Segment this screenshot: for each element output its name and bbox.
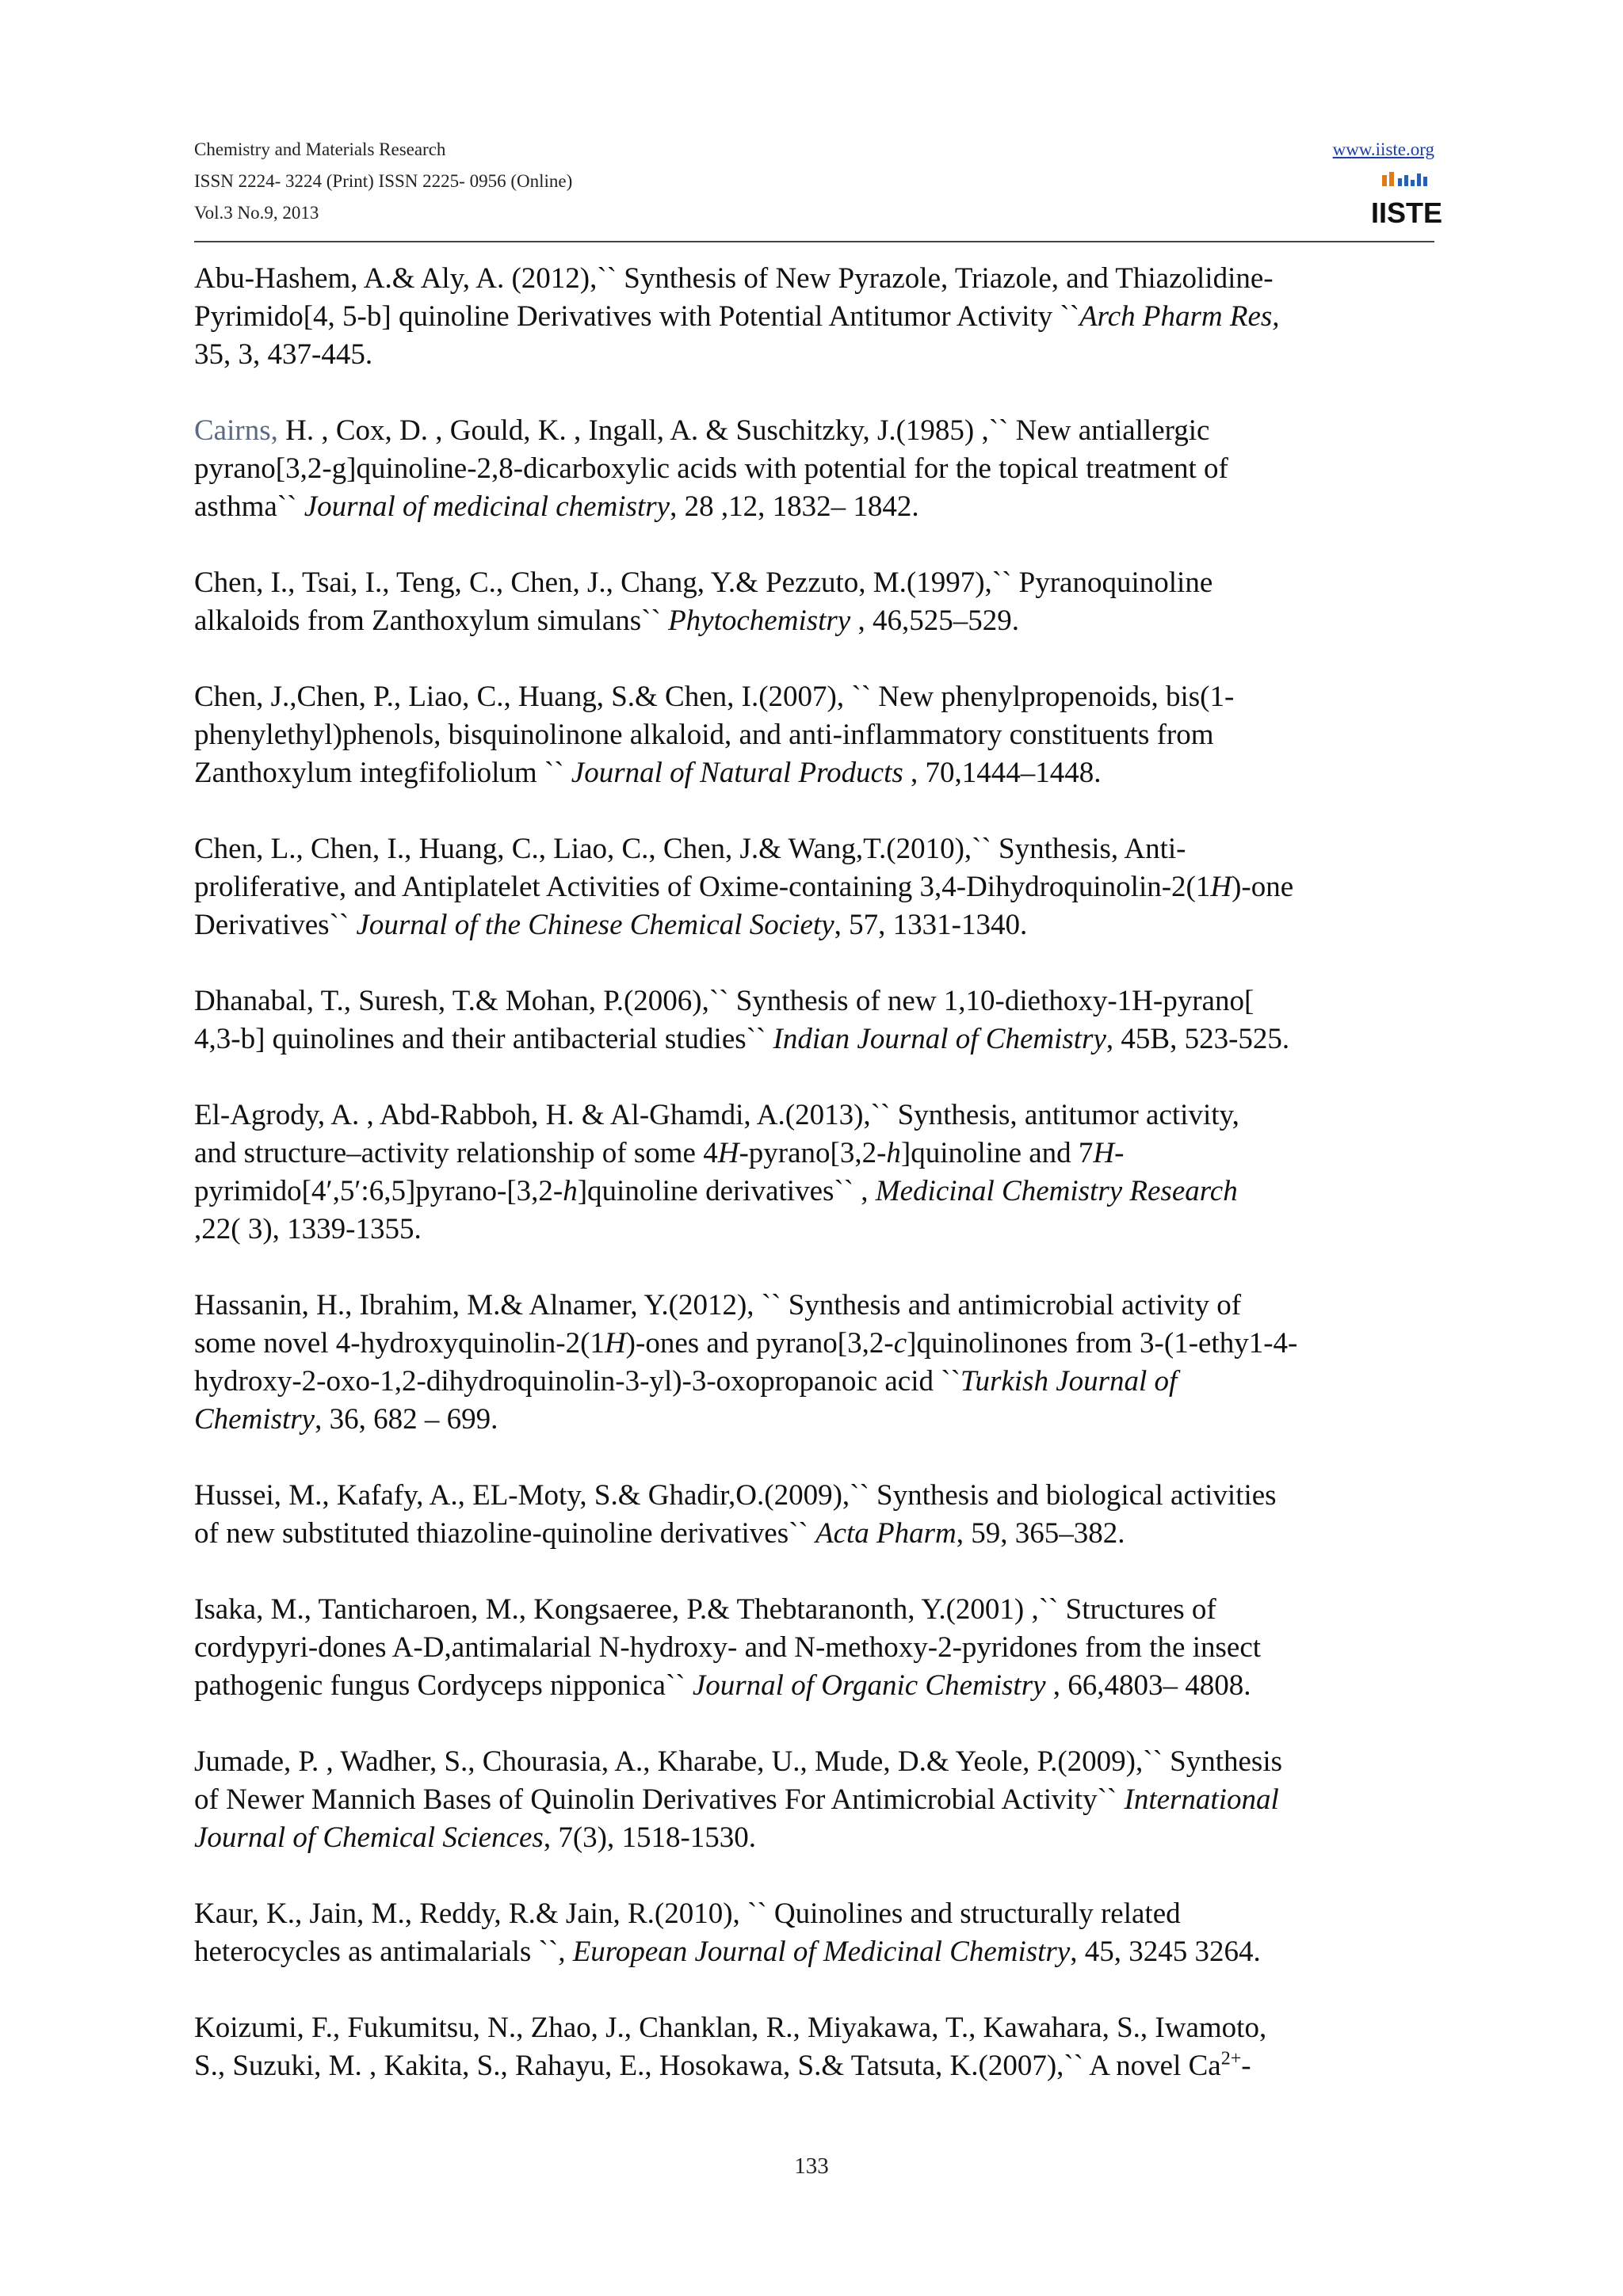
reference-text: Zanthoxylum integfifoliolum `` [194,757,571,789]
italic-text: International [1124,1783,1279,1816]
reference-line [194,906,1434,944]
reference-line [194,1591,1434,1629]
reference-text: Isaka, M., Tanticharoen, M., Kongsaeree, P.& Thebtaranonth, Y.(2001) ,`` Structures of [194,1593,1216,1626]
italic-text: Indian Journal of Chemistry [773,1023,1106,1055]
reference-text: of new substituted thiazoline-quinoline derivatives`` [194,1517,815,1550]
reference-entry [194,1097,1434,1249]
reference-entry [194,982,1434,1058]
reference-line [194,336,1434,374]
italic-text: , European Journal of Medicinal Chemistry [558,1936,1071,1968]
reference-line [194,1819,1434,1857]
reference-line [194,450,1434,488]
reference-text: Hassanin, H., Ibrahim, M.& Alnamer, Y.(2012), `` Synthesis and antimicrobial activity of [194,1289,1242,1322]
italic-text: Journal of Natural Products [571,757,903,789]
reference-line [194,1211,1434,1249]
page-number: 133 [794,2153,829,2179]
header-divider [194,241,1434,242]
reference-text: Dhanabal, T., Suresh, T.& Mohan, P.(2006),`` Synthesis of new 1,10-diethoxy-1H-pyrano[ [194,985,1254,1017]
journal-title: Chemistry and Materials Research [194,139,446,159]
reference-text: , 45, 3245 3264. [1070,1936,1261,1968]
reference-line [194,412,1434,450]
reference-line [194,1515,1434,1553]
italic-text: H [1210,871,1232,903]
reference-text: El-Agrody, A. , Abd-Rabboh, H. & Al-Ghamdi, A.(2013),`` Synthesis, antitumor activity, [194,1099,1239,1131]
website-link[interactable]: www.iiste.org [1332,139,1434,159]
italic-text: Journal of the Chinese Chemical Society [356,909,834,941]
reference-text: phenylethyl)phenols, bisquinolinone alkaloid, and anti-inflammatory constituents from [194,719,1214,751]
reference-line [194,564,1434,602]
italic-text: Medicinal Chemistry Research [875,1175,1238,1207]
reference-text: , 36, 682 – 699. [315,1403,498,1436]
reference-text: Chen, I., Tsai, I., Teng, C., Chen, J., Chang, Y.& Pezzuto, M.(1997),`` Pyranoquinoline [194,566,1213,599]
reference-text: pyrano[3,2-g]quinoline-2,8-dicarboxylic acids with potential for the topical treatment of [194,452,1228,485]
italic-text: h [563,1175,578,1207]
reference-line [194,1097,1434,1135]
reference-line [194,602,1434,640]
page-header [194,135,1443,242]
reference-text: proliferative, and Antiplatelet Activities of Oxime-containing 3,4-Dihydroquinolin-2(1 [194,871,1211,903]
reference-text: , 45B, 523-525. [1106,1023,1290,1055]
reference-entry [194,1287,1434,1439]
reference-line [194,1287,1434,1325]
italic-text: Arch Pharm Res, [1079,300,1280,333]
reference-text: alkaloids from Zanthoxylum simulans`` [194,605,669,637]
reference-text: pathogenic fungus Cordyceps nipponica`` [194,1669,693,1702]
reference-text: 35, 3, 437-445. [194,338,373,371]
reference-entry [194,1743,1434,1857]
italic-text: h [886,1137,901,1169]
reference-line [194,298,1434,336]
reference-entry [194,260,1434,374]
reference-text: - [1241,2050,1251,2082]
reference-text: ,22( 3), 1339-1355. [194,1213,422,1245]
reference-text: Koizumi, F., Fukumitsu, N., Zhao, J., Chanklan, R., Miyakawa, T., Kawahara, S., Iwamoto, [194,2012,1267,2044]
reference-text: S., Suzuki, M. , Kakita, S., Rahayu, E., Hosokawa, S.& Tatsuta, K.(2007),`` A novel Ca [194,2050,1221,2082]
reference-text: Abu-Hashem, A.& Aly, A. (2012),`` Synthesis of New Pyrazole, Triazole, and Thiazolidine- [194,262,1274,295]
reference-text: and structure–activity relationship of some 4 [194,1137,718,1169]
reference-text: Cairns, H. , Cox, D. , Gould, K. , Ingall, A. & Suschitzky, J.(1985) ,`` New antiallergic [194,414,1210,447]
reference-text: cordypyri-dones A-D,antimalarial N-hydroxy- and N-methoxy-2-pyridones from the insect [194,1631,1262,1664]
italic-text: Chemistry [194,1403,315,1436]
reference-line [194,488,1434,526]
reference-text: Chen, L., Chen, I., Huang, C., Liao, C., Chen, J.& Wang,T.(2010),`` Synthesis, Anti- [194,833,1186,865]
reference-entry [194,830,1434,944]
reference-line [194,1173,1434,1211]
svg-text:IISTE: IISTE [1370,196,1443,229]
italic-text: H [1093,1137,1115,1169]
reference-entry [194,678,1434,792]
italic-text: Turkish Journal of [960,1365,1178,1398]
reference-text: ]quinoline and 7 [900,1137,1094,1169]
reference-text: Pyrimido[4, 5-b] quinoline Derivatives with Potential Antitumor Activity `` [194,300,1080,333]
reference-text: , 57, 1331-1340. [834,909,1028,941]
italic-text: Journal of medicinal chemistry [304,490,670,523]
reference-entry [194,2009,1434,2085]
reference-text: ]quinolinones from 3-(1-ethy1-4- [907,1327,1298,1360]
reference-text: , 7(3), 1518-1530. [543,1821,757,1854]
reference-text: Chen, J.,Chen, P., Liao, C., Huang, S.& Chen, I.(2007), `` New phenylpropenoids, bis(1- [194,681,1235,713]
italic-text: Phytochemistry [668,605,851,637]
italic-text: H [604,1327,626,1360]
italic-text: Journal of Organic Chemistry [692,1669,1046,1702]
reference-line [194,2009,1434,2047]
reference-text: asthma`` [194,490,304,523]
reference-line [194,1020,1434,1058]
reference-line [194,830,1434,868]
reference-text: pyrimido[4′,5′:6,5]pyrano-[3,2- [194,1175,563,1207]
reference-line [194,982,1434,1020]
reference-text: , 70,1444–1448. [903,757,1102,789]
reference-entry [194,412,1434,526]
reference-line [194,678,1434,716]
reference-line [194,1135,1434,1173]
reference-text: - [1114,1137,1125,1169]
reference-line [194,716,1434,754]
reference-line [194,1477,1434,1515]
reference-list [194,260,1434,2123]
reference-line [194,1743,1434,1781]
reference-line [194,1895,1434,1933]
italic-text: H [717,1137,739,1169]
reference-entry [194,564,1434,640]
iiste-logo [1370,170,1443,229]
reference-text: some novel 4-hydroxyquinolin-2(1 [194,1327,605,1360]
reference-line [194,754,1434,792]
reference-text: heterocycles as antimalarials `` [194,1936,559,1968]
reference-text: -pyrano[3,2- [739,1137,887,1169]
reference-line [194,2047,1434,2085]
italic-text: Acta Pharm [815,1517,957,1550]
reference-line [194,1781,1434,1819]
reference-entry [194,1477,1434,1553]
reference-line [194,1933,1434,1971]
reference-entry [194,1895,1434,1971]
reference-line [194,260,1434,298]
reference-line [194,1667,1434,1705]
reference-text: Hussei, M., Kafafy, A., EL-Moty, S.& Ghadir,O.(2009),`` Synthesis and biological activities [194,1479,1277,1512]
reference-line [194,868,1434,906]
reference-entry [194,1591,1434,1705]
reference-line [194,1401,1434,1439]
reference-line [194,1363,1434,1401]
reference-text: , 59, 365–382. [956,1517,1125,1550]
italic-text: Journal of Chemical Sciences [194,1821,544,1854]
reference-text: Derivatives`` [194,909,357,941]
reference-text: , 46,525–529. [850,605,1019,637]
reference-text: hydroxy-2-oxo-1,2-dihydroquinolin-3-yl)-3-oxopropanoic acid `` [194,1365,960,1398]
author-name-muted: Cairns, [194,414,278,447]
reference-text: )-ones and pyrano[3,2- [625,1327,894,1360]
reference-text: 4,3-b] quinolines and their antibacterial studies`` [194,1023,773,1055]
reference-text: , 28 ,12, 1832– 1842. [670,490,919,523]
issn-line: ISSN 2224- 3224 (Print) ISSN 2225- 0956 (Online) [194,171,573,191]
volume-line: Vol.3 No.9, 2013 [194,203,319,223]
reference-text: )-one [1232,871,1294,903]
reference-text: Jumade, P. , Wadher, S., Chourasia, A., Kharabe, U., Mude, D.& Yeole, P.(2009),`` Synthesis [194,1745,1282,1778]
superscript: 2+ [1220,2048,1242,2069]
reference-text: ]quinoline derivatives`` , [577,1175,876,1207]
reference-line [194,1325,1434,1363]
reference-line [194,1629,1434,1667]
italic-text: c [893,1327,907,1360]
reference-text: of Newer Mannich Bases of Quinolin Derivatives For Antimicrobial Activity`` [194,1783,1125,1816]
reference-text: , 66,4803– 4808. [1045,1669,1251,1702]
reference-text: Kaur, K., Jain, M., Reddy, R.& Jain, R.(2010), `` Quinolines and structurally related [194,1897,1181,1930]
